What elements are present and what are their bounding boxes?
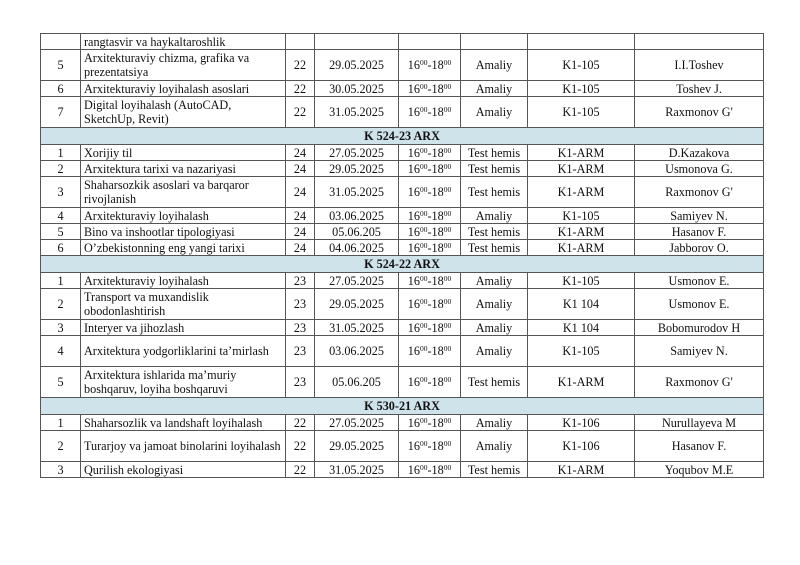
student-count: 24 bbox=[286, 224, 315, 240]
exam-type: Amaliy bbox=[461, 208, 528, 224]
row-number: 1 bbox=[41, 273, 81, 289]
time-end-hour: 18 bbox=[431, 415, 444, 430]
subject-name: Transport va muxandislik obodonlashtirish bbox=[81, 289, 286, 320]
teacher-name: Jabborov O. bbox=[635, 240, 764, 256]
time-start-hour: 16 bbox=[407, 240, 420, 255]
row-number: 2 bbox=[41, 289, 81, 320]
group-header-row bbox=[41, 128, 764, 145]
exam-type: Amaliy bbox=[461, 336, 528, 367]
time-separator: - bbox=[427, 161, 432, 176]
subject-name: Shaharsozlik va landshaft loyihalash bbox=[81, 415, 286, 431]
time-end-hour: 18 bbox=[431, 273, 444, 288]
table-row bbox=[41, 81, 764, 97]
student-count: 22 bbox=[286, 97, 315, 128]
row-number: 1 bbox=[41, 145, 81, 161]
row-number bbox=[41, 34, 81, 50]
time-end-hour: 18 bbox=[431, 462, 444, 477]
exam-type: Amaliy bbox=[461, 97, 528, 128]
teacher-name: Yoqubov M.E bbox=[635, 462, 764, 478]
teacher-name: Usmonov E. bbox=[635, 289, 764, 320]
exam-room: K1-106 bbox=[528, 431, 635, 462]
exam-time bbox=[399, 431, 461, 462]
time-start-minutes: 00 bbox=[419, 297, 428, 306]
row-number: 4 bbox=[41, 336, 81, 367]
time-separator: - bbox=[427, 145, 432, 160]
exam-date: 31.05.2025 bbox=[315, 177, 399, 208]
exam-date: 04.06.2025 bbox=[315, 240, 399, 256]
time-start-hour: 16 bbox=[407, 105, 420, 119]
exam-room: K1-ARM bbox=[528, 177, 635, 208]
table-row bbox=[41, 336, 764, 367]
group-title: K 530-21 ARX bbox=[41, 398, 764, 415]
row-number: 2 bbox=[41, 161, 81, 177]
time-separator: - bbox=[427, 297, 432, 311]
time-separator: - bbox=[427, 320, 432, 335]
exam-time bbox=[399, 240, 461, 256]
exam-schedule-table bbox=[40, 33, 764, 478]
time-end-minutes: 00 bbox=[443, 105, 452, 114]
exam-room: K1-ARM bbox=[528, 462, 635, 478]
student-count bbox=[286, 34, 315, 50]
table-row bbox=[41, 289, 764, 320]
student-count: 22 bbox=[286, 81, 315, 97]
exam-date: 05.06.205 bbox=[315, 224, 399, 240]
exam-date: 03.06.2025 bbox=[315, 336, 399, 367]
row-number: 7 bbox=[41, 97, 81, 128]
exam-type: Test hemis bbox=[461, 462, 528, 478]
exam-type: Test hemis bbox=[461, 224, 528, 240]
teacher-name: Raxmonov G' bbox=[635, 177, 764, 208]
time-end-minutes: 00 bbox=[443, 297, 452, 306]
exam-type bbox=[461, 34, 528, 50]
time-end-hour: 18 bbox=[431, 81, 444, 96]
time-end-hour: 18 bbox=[431, 240, 444, 255]
time-end-minutes: 00 bbox=[443, 224, 452, 234]
time-end-hour: 18 bbox=[431, 58, 444, 72]
exam-type: Test hemis bbox=[461, 177, 528, 208]
group-title: K 524-23 ARX bbox=[41, 128, 764, 145]
time-end-minutes: 00 bbox=[443, 81, 452, 91]
time-separator: - bbox=[427, 240, 432, 255]
exam-room: K1-105 bbox=[528, 50, 635, 81]
time-start-hour: 16 bbox=[407, 320, 420, 335]
exam-date: 27.05.2025 bbox=[315, 145, 399, 161]
exam-date: 30.05.2025 bbox=[315, 81, 399, 97]
time-start-hour: 16 bbox=[407, 224, 420, 239]
exam-date: 27.05.2025 bbox=[315, 273, 399, 289]
time-start-hour: 16 bbox=[407, 81, 420, 96]
teacher-name: I.I.Toshev bbox=[635, 50, 764, 81]
subject-name: Interyer va jihozlash bbox=[81, 320, 286, 336]
teacher-name: Hasanov F. bbox=[635, 431, 764, 462]
subject-name: Arxitektura ishlarida ma’muriy boshqaruv, loyiha boshqaruvi bbox=[81, 367, 286, 398]
subject-name: Arxitektura yodgorliklarini ta’mirlash bbox=[81, 336, 286, 367]
schedule-body bbox=[41, 34, 764, 478]
time-separator: - bbox=[427, 462, 432, 477]
exam-time bbox=[399, 289, 461, 320]
student-count: 23 bbox=[286, 336, 315, 367]
subject-name: Shaharsozkik asoslari va barqaror rivojlanish bbox=[81, 177, 286, 208]
teacher-name: Usmonova G. bbox=[635, 161, 764, 177]
table-row bbox=[41, 224, 764, 240]
exam-date: 03.06.2025 bbox=[315, 208, 399, 224]
student-count: 22 bbox=[286, 415, 315, 431]
table-row bbox=[41, 34, 764, 50]
table-row bbox=[41, 161, 764, 177]
exam-type: Test hemis bbox=[461, 367, 528, 398]
exam-room: K1-ARM bbox=[528, 224, 635, 240]
time-start-minutes: 00 bbox=[419, 145, 428, 155]
time-start-minutes: 00 bbox=[419, 415, 428, 425]
exam-room: K1-105 bbox=[528, 273, 635, 289]
table-row bbox=[41, 50, 764, 81]
time-start-minutes: 00 bbox=[419, 439, 428, 448]
time-separator: - bbox=[427, 58, 432, 72]
row-number: 5 bbox=[41, 50, 81, 81]
row-number: 2 bbox=[41, 431, 81, 462]
table-row bbox=[41, 320, 764, 336]
exam-time bbox=[399, 462, 461, 478]
time-separator: - bbox=[427, 185, 432, 199]
time-start-minutes: 00 bbox=[419, 320, 428, 330]
time-start-hour: 16 bbox=[407, 208, 420, 223]
time-start-minutes: 00 bbox=[419, 462, 428, 472]
time-separator: - bbox=[427, 439, 432, 453]
time-end-minutes: 00 bbox=[443, 208, 452, 218]
row-number: 5 bbox=[41, 367, 81, 398]
student-count: 22 bbox=[286, 50, 315, 81]
subject-name: Qurilish ekologiyasi bbox=[81, 462, 286, 478]
subject-name: Bino va inshootlar tipologiyasi bbox=[81, 224, 286, 240]
time-start-minutes: 00 bbox=[419, 58, 428, 67]
table-row bbox=[41, 97, 764, 128]
group-title: K 524-22 ARX bbox=[41, 256, 764, 273]
exam-room: K1-105 bbox=[528, 208, 635, 224]
exam-time bbox=[399, 336, 461, 367]
time-start-hour: 16 bbox=[407, 145, 420, 160]
time-start-hour: 16 bbox=[407, 161, 420, 176]
exam-time bbox=[399, 320, 461, 336]
time-end-minutes: 00 bbox=[443, 240, 452, 250]
exam-type: Amaliy bbox=[461, 415, 528, 431]
subject-name: rangtasvir va haykaltaroshlik bbox=[81, 34, 286, 50]
exam-date: 29.05.2025 bbox=[315, 289, 399, 320]
table-row bbox=[41, 431, 764, 462]
exam-date: 27.05.2025 bbox=[315, 415, 399, 431]
subject-name: Arxitekturaviy loyihalash asoslari bbox=[81, 81, 286, 97]
exam-date: 05.06.205 bbox=[315, 367, 399, 398]
student-count: 22 bbox=[286, 431, 315, 462]
exam-type: Amaliy bbox=[461, 431, 528, 462]
time-separator: - bbox=[427, 375, 432, 389]
time-end-hour: 18 bbox=[431, 320, 444, 335]
subject-name: Turarjoy va jamoat binolarini loyihalash bbox=[81, 431, 286, 462]
time-start-minutes: 00 bbox=[419, 81, 428, 91]
time-separator: - bbox=[427, 415, 432, 430]
time-separator: - bbox=[427, 273, 432, 288]
subject-name: Arxitekturaviy chizma, grafika va prezentatsiya bbox=[81, 50, 286, 81]
subject-name: O’zbekistonning eng yangi tarixi bbox=[81, 240, 286, 256]
time-start-hour: 16 bbox=[407, 344, 420, 358]
time-start-minutes: 00 bbox=[419, 273, 428, 283]
time-start-minutes: 00 bbox=[419, 375, 428, 384]
time-start-hour: 16 bbox=[407, 185, 420, 199]
row-number: 5 bbox=[41, 224, 81, 240]
time-end-hour: 18 bbox=[431, 375, 444, 389]
exam-time bbox=[399, 161, 461, 177]
exam-type: Test hemis bbox=[461, 240, 528, 256]
student-count: 23 bbox=[286, 289, 315, 320]
time-end-hour: 18 bbox=[431, 297, 444, 311]
exam-type: Amaliy bbox=[461, 50, 528, 81]
row-number: 3 bbox=[41, 177, 81, 208]
student-count: 23 bbox=[286, 273, 315, 289]
time-end-hour: 18 bbox=[431, 145, 444, 160]
exam-time bbox=[399, 97, 461, 128]
group-header-row bbox=[41, 256, 764, 273]
time-end-minutes: 00 bbox=[443, 145, 452, 155]
student-count: 24 bbox=[286, 177, 315, 208]
exam-type: Amaliy bbox=[461, 273, 528, 289]
row-number: 3 bbox=[41, 462, 81, 478]
time-end-minutes: 00 bbox=[443, 185, 452, 194]
exam-room: K1-105 bbox=[528, 81, 635, 97]
row-number: 4 bbox=[41, 208, 81, 224]
time-end-minutes: 00 bbox=[443, 273, 452, 283]
exam-type: Amaliy bbox=[461, 81, 528, 97]
row-number: 6 bbox=[41, 240, 81, 256]
exam-room: K1-106 bbox=[528, 415, 635, 431]
exam-room: K1-ARM bbox=[528, 161, 635, 177]
exam-room: K1 104 bbox=[528, 320, 635, 336]
schedule-sheet bbox=[40, 33, 763, 478]
exam-room: K1-ARM bbox=[528, 240, 635, 256]
subject-name: Xorijiy til bbox=[81, 145, 286, 161]
table-row bbox=[41, 240, 764, 256]
teacher-name bbox=[635, 34, 764, 50]
time-end-minutes: 00 bbox=[443, 462, 452, 472]
exam-time bbox=[399, 34, 461, 50]
time-start-minutes: 00 bbox=[419, 161, 428, 171]
teacher-name: Bobomurodov H bbox=[635, 320, 764, 336]
time-end-hour: 18 bbox=[431, 344, 444, 358]
time-end-minutes: 00 bbox=[443, 375, 452, 384]
time-end-minutes: 00 bbox=[443, 415, 452, 425]
time-separator: - bbox=[427, 105, 432, 119]
time-end-minutes: 00 bbox=[443, 344, 452, 353]
table-row bbox=[41, 415, 764, 431]
teacher-name: Raxmonov G' bbox=[635, 367, 764, 398]
exam-time bbox=[399, 273, 461, 289]
student-count: 23 bbox=[286, 320, 315, 336]
exam-room bbox=[528, 34, 635, 50]
student-count: 24 bbox=[286, 161, 315, 177]
teacher-name: Nurullayeva M bbox=[635, 415, 764, 431]
teacher-name: Usmonov E. bbox=[635, 273, 764, 289]
exam-date: 29.05.2025 bbox=[315, 431, 399, 462]
exam-type: Test hemis bbox=[461, 161, 528, 177]
student-count: 24 bbox=[286, 145, 315, 161]
time-end-hour: 18 bbox=[431, 185, 444, 199]
exam-date: 29.05.2025 bbox=[315, 161, 399, 177]
time-start-hour: 16 bbox=[407, 439, 420, 453]
time-separator: - bbox=[427, 81, 432, 96]
time-start-minutes: 00 bbox=[419, 105, 428, 114]
subject-name: Arxitekturaviy loyihalash bbox=[81, 208, 286, 224]
subject-name: Arxitekturaviy loyihalash bbox=[81, 273, 286, 289]
subject-name: Arxitektura tarixi va nazariyasi bbox=[81, 161, 286, 177]
time-end-hour: 18 bbox=[431, 439, 444, 453]
table-row bbox=[41, 177, 764, 208]
time-start-minutes: 00 bbox=[419, 240, 428, 250]
group-header-row bbox=[41, 398, 764, 415]
table-row bbox=[41, 145, 764, 161]
time-end-minutes: 00 bbox=[443, 439, 452, 448]
time-separator: - bbox=[427, 224, 432, 239]
time-start-hour: 16 bbox=[407, 58, 420, 72]
exam-time bbox=[399, 177, 461, 208]
exam-time bbox=[399, 208, 461, 224]
exam-room: K1-ARM bbox=[528, 145, 635, 161]
teacher-name: Samiyev N. bbox=[635, 336, 764, 367]
teacher-name: D.Kazakova bbox=[635, 145, 764, 161]
time-separator: - bbox=[427, 344, 432, 358]
time-start-minutes: 00 bbox=[419, 185, 428, 194]
time-separator: - bbox=[427, 208, 432, 223]
time-end-minutes: 00 bbox=[443, 161, 452, 171]
exam-date: 31.05.2025 bbox=[315, 320, 399, 336]
time-end-minutes: 00 bbox=[443, 320, 452, 330]
time-start-hour: 16 bbox=[407, 415, 420, 430]
exam-date bbox=[315, 34, 399, 50]
time-start-hour: 16 bbox=[407, 273, 420, 288]
exam-time bbox=[399, 367, 461, 398]
exam-date: 31.05.2025 bbox=[315, 462, 399, 478]
time-start-hour: 16 bbox=[407, 462, 420, 477]
time-start-hour: 16 bbox=[407, 375, 420, 389]
time-start-hour: 16 bbox=[407, 297, 420, 311]
time-end-minutes: 00 bbox=[443, 58, 452, 67]
teacher-name: Raxmonov G' bbox=[635, 97, 764, 128]
row-number: 6 bbox=[41, 81, 81, 97]
table-row bbox=[41, 462, 764, 478]
exam-date: 31.05.2025 bbox=[315, 97, 399, 128]
row-number: 3 bbox=[41, 320, 81, 336]
exam-type: Amaliy bbox=[461, 289, 528, 320]
student-count: 23 bbox=[286, 367, 315, 398]
time-end-hour: 18 bbox=[431, 105, 444, 119]
time-end-hour: 18 bbox=[431, 224, 444, 239]
time-end-hour: 18 bbox=[431, 208, 444, 223]
table-row bbox=[41, 208, 764, 224]
time-end-hour: 18 bbox=[431, 161, 444, 176]
student-count: 22 bbox=[286, 462, 315, 478]
exam-time bbox=[399, 81, 461, 97]
row-number: 1 bbox=[41, 415, 81, 431]
exam-room: K1-105 bbox=[528, 336, 635, 367]
time-start-minutes: 00 bbox=[419, 344, 428, 353]
exam-time bbox=[399, 224, 461, 240]
exam-time bbox=[399, 145, 461, 161]
time-start-minutes: 00 bbox=[419, 208, 428, 218]
exam-room: K1-105 bbox=[528, 97, 635, 128]
exam-time bbox=[399, 50, 461, 81]
table-row bbox=[41, 367, 764, 398]
exam-room: K1-ARM bbox=[528, 367, 635, 398]
teacher-name: Samiyev N. bbox=[635, 208, 764, 224]
time-start-minutes: 00 bbox=[419, 224, 428, 234]
student-count: 24 bbox=[286, 240, 315, 256]
teacher-name: Toshev J. bbox=[635, 81, 764, 97]
teacher-name: Hasanov F. bbox=[635, 224, 764, 240]
exam-time bbox=[399, 415, 461, 431]
exam-type: Test hemis bbox=[461, 145, 528, 161]
exam-room: K1 104 bbox=[528, 289, 635, 320]
table-row bbox=[41, 273, 764, 289]
exam-type: Amaliy bbox=[461, 320, 528, 336]
subject-name: Digital loyihalash (AutoCAD, SketchUp, Revit) bbox=[81, 97, 286, 128]
student-count: 24 bbox=[286, 208, 315, 224]
exam-date: 29.05.2025 bbox=[315, 50, 399, 81]
